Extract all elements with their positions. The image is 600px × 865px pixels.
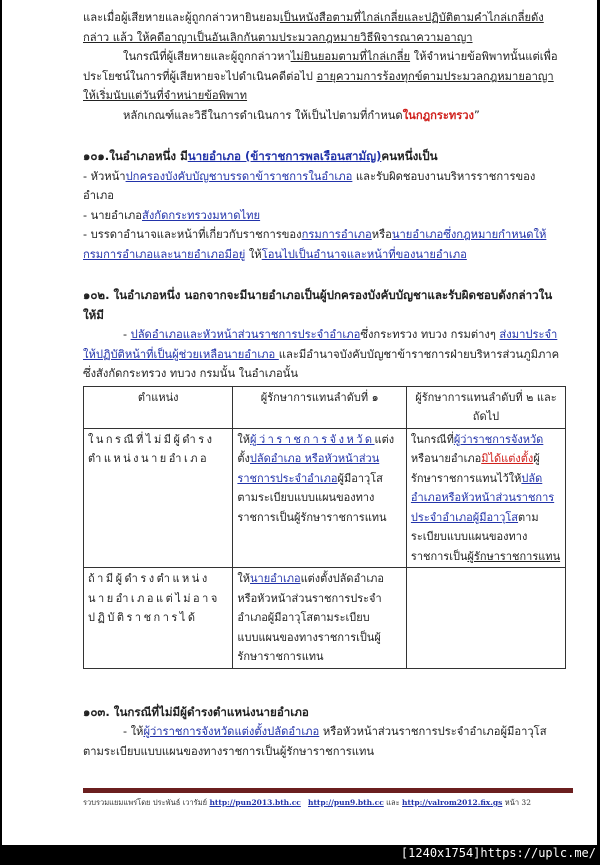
underlined-text: ไม่ยินยอมตามที่ไกล่เกลี่ย <box>290 50 411 63</box>
underlined-text: เป็นหนังสือตามที่ไกล่เกลี่ยและปฏิบัติตามคำไกล่เกลี่ยดังกล่าว แล้ว ให้คดีอาญาเป็นอันเลิกกันตามประมวลกฎหมายวิธีพิจารณาความอาญา <box>83 11 544 44</box>
section-103-heading: ๑๐๓. ในกรณีที่ไม่มีผู้ดำรงตำแหน่งนายอำเภอ <box>83 704 309 719</box>
cell-first-acting: ให้นายอำเภอแต่งตั้งปลัดอำเภอ หรือหัวหน้าส่วนราชการประจำอำเภอผู้มีอาวุโสตามระเบียบแบบแผนของทางราชการเป็นผู้รักษาราชการแทน <box>233 568 407 669</box>
link-governor[interactable]: ผู้ว่าราชการจังหวัด <box>453 432 544 446</box>
link-governor[interactable]: ผู้ว่าราชการจังหวัด <box>250 432 375 446</box>
table-row <box>84 428 566 568</box>
underlined-text: อายุความการร้องทุกข์ตามประมวลกฎหมายอาญาให้เริ่มนับแต่วันที่จำหน่ายข้อพิพาท <box>83 69 554 102</box>
link-district-chief[interactable]: นายอำเภอ <box>250 572 301 585</box>
page-content <box>83 8 563 761</box>
image-watermark: [1240x1754]https://uplc.me/ <box>400 846 596 860</box>
intro-paragraph-1: และเมื่อผู้เสียหายและผู้ถูกกล่าวหายินยอมเป็นหนังสือตามที่ไกล่เกลี่ยและปฏิบัติตามคำไกล่เกลี่ยดังกล่าว แล้ว ให้คดีอาญาเป็นอันเลิกกันตามประมวลกฎหมายวิธีพิจารณาความอาญา <box>83 11 544 44</box>
underlined-text: ผู้รักษาราชการแทน <box>467 549 561 563</box>
table-row <box>84 568 566 669</box>
acting-officer-table <box>83 386 566 669</box>
footer-link-pun9[interactable]: http://pun9.bth.cc <box>308 798 384 807</box>
link-govern-officials[interactable]: ปกครองบังคับบัญชาบรรดาข้าราชการในอำเภอ <box>125 169 353 183</box>
cell-position: ในกรณีที่ไม่มีผู้ดำรงตำแหน่งนายอำเภอ <box>84 428 233 568</box>
table-header-row <box>84 386 566 428</box>
link-assist-chief[interactable]: ส่งมาประจำให้ปฏิบัติหน้าที่เป็นผู้ช่วยเหลือนายอำเภอ <box>83 328 558 361</box>
page-number: หน้า 32 <box>504 798 531 807</box>
footer-link-pun2013[interactable]: http://pun2013.bth.cc <box>209 798 301 807</box>
page-footer: รวบรวมแยมแพร่โดย ประพันธ์ เวารัมย์ http://pun2013.bth.cc http://pun9.bth.cc และ http://valrom2012.fix.gs หน้า 32 <box>83 798 531 807</box>
document-page <box>2 0 597 845</box>
header-second-acting: ผู้รักษาการแทนลำดับที่ ๒ และถัดไป <box>406 386 565 428</box>
cell-second-acting <box>406 568 565 669</box>
section-101-heading: ๑๐๑.ในอำเภอหนึ่ง มีนายอำเภอ (ข้าราชการพลเรือนสามัญ)คนหนึ่งเป็น <box>83 149 438 163</box>
section-101-bullet-2: - นายอำเภอสังกัดกระทรวงมหาดไทย <box>83 208 261 222</box>
section-101-bullet-1: - หัวหน้าปกครองบังคับบัญชาบรรดาข้าราชการในอำเภอ และรับผิดชอบงานบริหารราชการของอำเภอ <box>83 169 536 202</box>
header-first-acting: ผู้รักษาการแทนลำดับที่ ๑ <box>233 386 407 428</box>
header-position: ตำแหน่ง <box>84 386 233 428</box>
section-102-paragraph: - ปลัดอำเภอและหัวหน้าส่วนราชการประจำอำเภอซึ่งกระทรวง ทบวง กรมต่างๆ ส่งมาประจำให้ปฏิบัติหน้าที่เป็นผู้ช่วยเหลือนายอำเภอ และมีอำนาจบังคับบัญชาข้าราชการฝ่ายบริหารส่วนภูมิภาคซึ่งสังกัดกระทรวง ทบวง กรมนั้น ในอำเภอนั้น <box>83 328 560 380</box>
link-governor-appoint[interactable]: ผู้ว่าราชการจังหวัดแต่งตั้งปลัดอำเภอ <box>143 725 320 738</box>
link-law-defined[interactable]: นายอำเภอซึ่งกฎหมายกำหนดให้กรมการอำเภอและนายอำเภอมีอยู่ <box>83 228 547 261</box>
footer-link-valrom2012[interactable]: http://valrom2012.fix.gs <box>402 798 503 807</box>
footer-divider <box>83 788 573 793</box>
link-ministry-interior[interactable]: สังกัดกระทรวงมหาดไทย <box>142 208 261 222</box>
intro-paragraph-2: ในกรณีที่ผู้เสียหายและผู้ถูกกล่าวหาไม่ยินยอมตามที่ไกล่เกลี่ย ให้จำหน่ายข้อพิพาทนั้นแต่เพื่อประโยชน์ในการที่ผู้เสียหายจะไปดำเนินคดีต่อไป อายุความการร้องทุกข์ตามประมวลกฎหมายอาญาให้เริ่มนับแต่วันที่จำหน่ายข้อพิพาท <box>83 50 558 102</box>
intro-paragraph-3: หลักเกณฑ์และวิธีในการดำเนินการ ให้เป็นไปตามที่กำหนดในกฎกระทรวง” <box>123 108 480 122</box>
link-transfer-powers[interactable]: โอนไปเป็นอำนาจและหน้าที่ของนายอำเภอ <box>261 247 467 261</box>
cell-position: ถ้ามีผู้ดำรงตำแหน่งนายอำเภอแต่ไม่อาจปฏิบัติราชการได้ <box>84 568 233 669</box>
link-district-chief[interactable]: นายอำเภอ (ข้าราชการพลเรือนสามัญ) <box>187 149 382 163</box>
section-102-heading: ๑๐๒. ในอำเภอหนึ่ง นอกจากจะมีนายอำเภอเป็นผู้ปกครองบังคับบัญชาและรับผิดชอบดังกล่าวใน ให้มี <box>83 288 553 322</box>
cell-second-acting: ในกรณีที่ผู้ว่าราชการจังหวัดหรือนายอำเภอมิได้แต่งตั้งผู้รักษาราชการแทนไว้ให้ปลัดอำเภอหรือหัวหน้าส่วนราชการประจำอำเภอผู้มีอาวุโสตามระเบียบแบบแผนของทางราชการเป็นผู้รักษาราชการแทน <box>406 428 565 568</box>
red-emphasis: ในกฎกระทรวง <box>402 108 475 122</box>
cell-first-acting: ให้ผู้ว่าราชการจังหวัดแต่งตั้งปลัดอำเภอ หรือหัวหน้าส่วนราชการประจำอำเภอผู้มีอาวุโส ตามระเบียบแบบแผนของทางราชการเป็นผู้รักษาราชการแทน <box>233 428 407 568</box>
section-101-bullet-3: - บรรดาอำนาจและหน้าที่เกี่ยวกับราชการของกรมการอำเภอหรือนายอำเภอซึ่งกฎหมายกำหนดให้กรมการอำเภอและนายอำเภอมีอยู่ ให้โอนไปเป็นอำนาจและหน้าที่ของนายอำเภอ <box>83 228 547 261</box>
link-district-committee[interactable]: กรมการอำเภอ <box>301 228 372 241</box>
link-deputy-or-head[interactable]: ปลัดอำเภอ หรือหัวหน้าส่วนราชการประจำอำเภอ <box>237 452 380 485</box>
link-senior-deputy[interactable]: ปลัดอำเภอหรือหัวหน้าส่วนราชการประจำอำเภอผู้มีอาวุโส <box>410 471 555 524</box>
red-underlined-text: มิได้แต่งตั้ง <box>481 452 534 465</box>
link-deputy-chief[interactable]: ปลัดอำเภอและหัวหน้าส่วนราชการประจำอำเภอ <box>130 328 361 341</box>
section-103-paragraph: - ให้ผู้ว่าราชการจังหวัดแต่งตั้งปลัดอำเภอ หรือหัวหน้าส่วนราชการประจำอำเภอผู้มีอาวุโส ตามระเบียบแบบแผนของทางราชการเป็นผู้รักษาราชการแทน <box>83 725 547 758</box>
